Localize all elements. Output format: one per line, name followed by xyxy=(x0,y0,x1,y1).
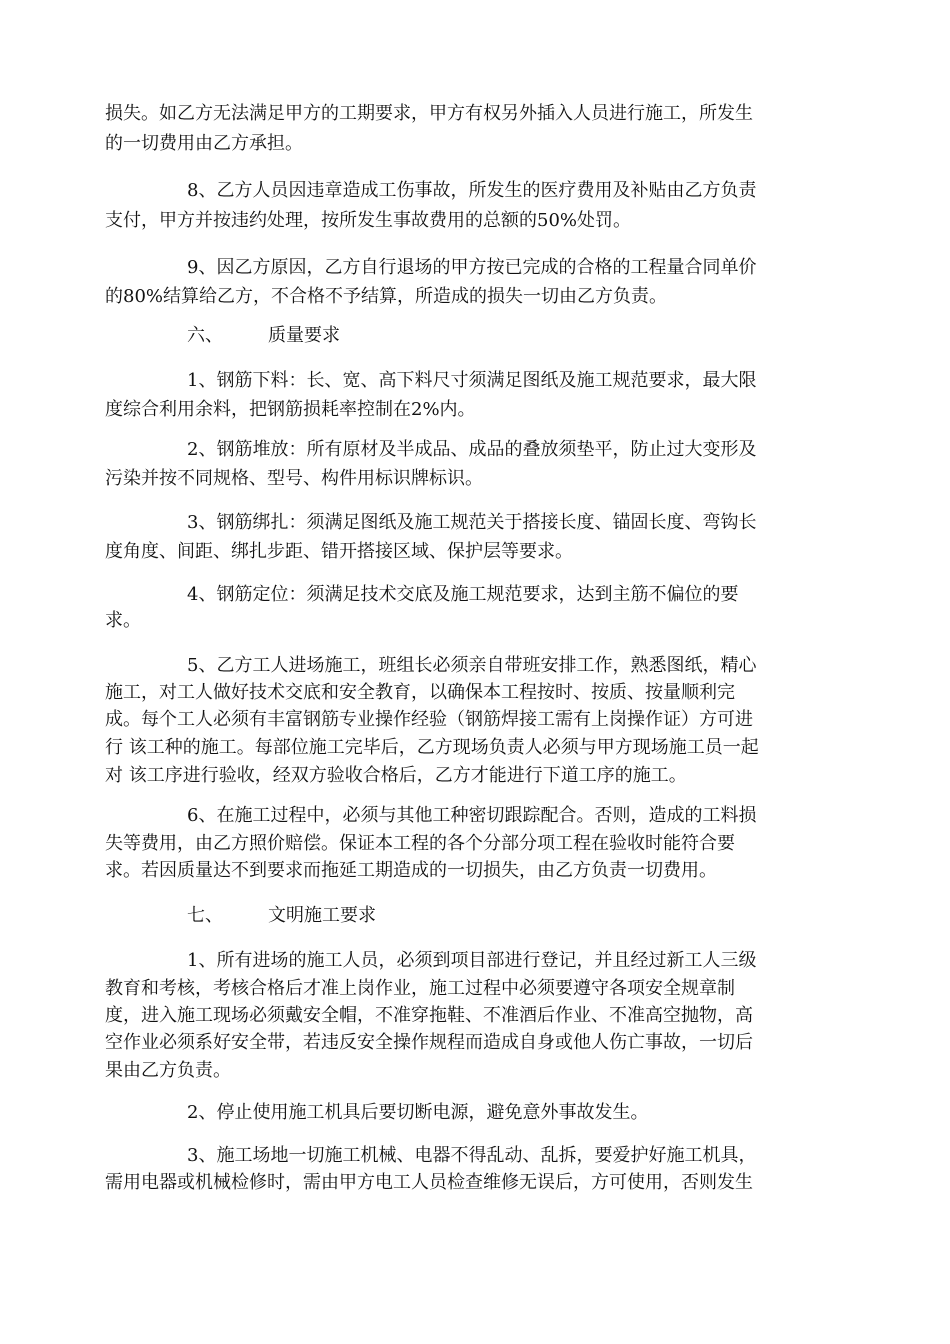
text-line: 2、钢筋堆放：所有原材及半成品、成品的叠放须垫平，防止过大变形及 xyxy=(187,439,757,460)
section-heading: 文明施工要求 xyxy=(268,905,376,926)
text-line: 求。 xyxy=(105,610,141,631)
text-line: 需用电器或机械检修时，需由甲方电工人员检查维修无误后，方可使用，否则发生 xyxy=(105,1172,753,1193)
text-line: 1、钢筋下料：长、宽、高下料尺寸须满足图纸及施工规范要求，最大限 xyxy=(187,370,757,391)
text-line: 施工，对工人做好技术交底和安全教育，以确保本工程按时、按质、按量顺利完 xyxy=(105,682,735,703)
text-line: 度综合利用余料，把钢筋损耗率控制在2%内。 xyxy=(105,399,476,420)
text-line: 污染并按不同规格、型号、构件用标识牌标识。 xyxy=(105,468,483,489)
text-line: 行 该工种的施工。每部位施工完毕后，乙方现场负责人必须与甲方现场施工员一起 xyxy=(105,737,759,758)
text-line: 求。若因质量达不到要求而拖延工期造成的一切损失，由乙方负责一切费用。 xyxy=(105,860,717,881)
section-heading: 质量要求 xyxy=(268,325,340,346)
text-line: 5、乙方工人进场施工，班组长必须亲自带班安排工作，熟悉图纸，精心 xyxy=(187,655,757,676)
text-line: 9、因乙方原因，乙方自行退场的甲方按已完成的合格的工程量合同单价 xyxy=(187,257,757,278)
text-line: 失等费用，由乙方照价赔偿。保证本工程的各个分部分项工程在验收时能符合要 xyxy=(105,833,735,854)
text-line: 度，进入施工现场必须戴安全帽，不准穿拖鞋、不准酒后作业、不准高空抛物，高 xyxy=(105,1005,753,1026)
text-line: 的一切费用由乙方承担。 xyxy=(105,133,303,154)
text-line: 4、钢筋定位：须满足技术交底及施工规范要求，达到主筋不偏位的要 xyxy=(187,584,739,605)
text-line: 果由乙方负责。 xyxy=(105,1060,231,1081)
text-line: 教育和考核，考核合格后才准上岗作业，施工过程中必须要遵守各项安全规章制 xyxy=(105,978,735,999)
text-line: 3、施工场地一切施工机械、电器不得乱动、乱拆，要爱护好施工机具， xyxy=(187,1145,757,1166)
section-number: 七、 xyxy=(187,905,223,926)
text-line: 空作业必须系好安全带，若违反安全操作规程而造成自身或他人伤亡事故，一切后 xyxy=(105,1032,753,1053)
text-line: 3、钢筋绑扎：须满足图纸及施工规范关于搭接长度、锚固长度、弯钩长 xyxy=(187,512,757,533)
text-line: 支付，甲方并按违约处理，按所发生事故费用的总额的50%处罚。 xyxy=(105,210,632,231)
text-line: 6、在施工过程中，必须与其他工种密切跟踪配合。否则，造成的工料损 xyxy=(187,805,757,826)
text-line: 损失。如乙方无法满足甲方的工期要求，甲方有权另外插入人员进行施工，所发生 xyxy=(105,103,753,124)
text-line: 对 该工序进行验收，经双方验收合格后，乙方才能进行下道工序的施工。 xyxy=(105,765,687,786)
section-number: 六、 xyxy=(187,325,223,346)
text-line: 8、乙方人员因违章造成工伤事故，所发生的医疗费用及补贴由乙方负责 xyxy=(187,180,757,201)
text-line: 1、所有进场的施工人员，必须到项目部进行登记，并且经过新工人三级 xyxy=(187,950,757,971)
text-line: 成。每个工人必须有丰富钢筋专业操作经验（钢筋焊接工需有上岗操作证）方可进 xyxy=(105,709,753,730)
text-line: 2、停止使用施工机具后要切断电源，避免意外事故发生。 xyxy=(187,1102,649,1123)
text-line: 度角度、间距、绑扎步距、错开搭接区域、保护层等要求。 xyxy=(105,541,573,562)
text-line: 的80%结算给乙方，不合格不予结算，所造成的损失一切由乙方负责。 xyxy=(105,286,668,307)
